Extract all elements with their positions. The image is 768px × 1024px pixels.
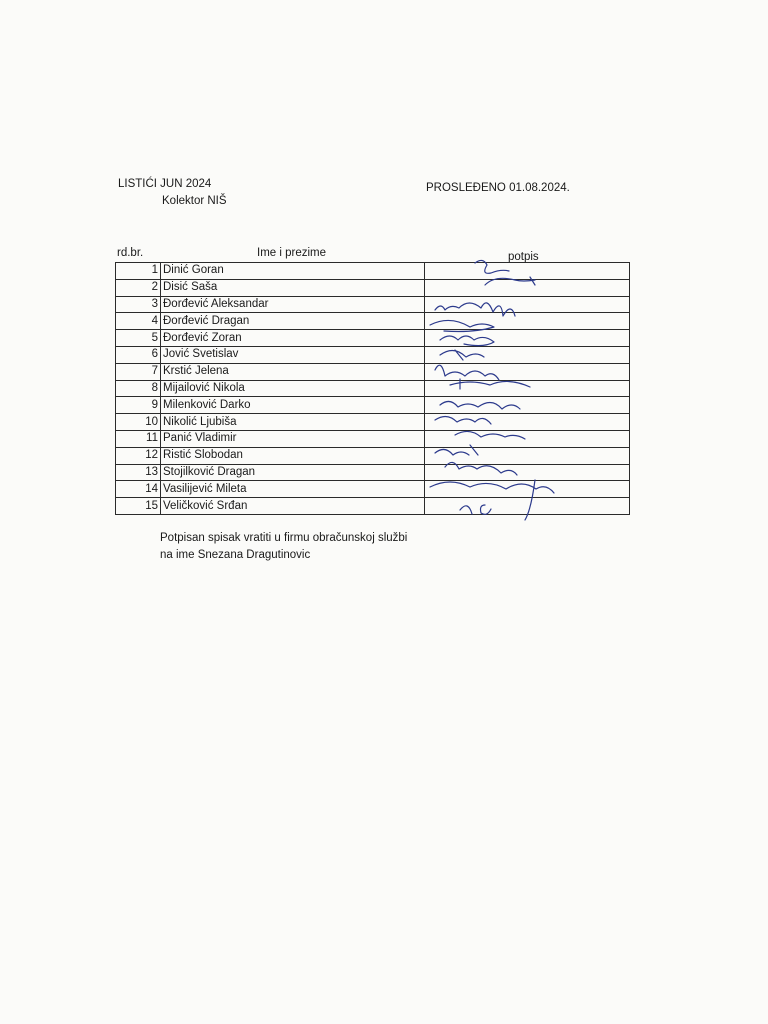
row-number: 8	[116, 380, 161, 397]
handwritten-signatures	[415, 255, 575, 530]
document-title: LISTIĆI JUN 2024	[118, 178, 212, 190]
employee-name: Milenković Darko	[161, 397, 425, 414]
row-number: 2	[116, 279, 161, 296]
employee-name: Krstić Jelena	[161, 363, 425, 380]
document-subtitle: Kolektor NIŠ	[162, 195, 227, 207]
employee-name: Panić Vladimir	[161, 430, 425, 447]
column-header-name: Ime i prezime	[257, 247, 327, 259]
row-number: 10	[116, 414, 161, 431]
row-number: 9	[116, 397, 161, 414]
row-number: 3	[116, 296, 161, 313]
employee-name: Đorđević Zoran	[161, 330, 425, 347]
employee-name: Jović Svetislav	[161, 346, 425, 363]
employee-name: Disić Saša	[161, 279, 425, 296]
row-number: 1	[116, 263, 161, 280]
employee-name: Veličković Srđan	[161, 498, 425, 515]
row-number: 11	[116, 430, 161, 447]
row-number: 7	[116, 363, 161, 380]
row-number: 5	[116, 330, 161, 347]
column-header-number: rd.br.	[117, 247, 144, 259]
column-header-signature: potpis	[508, 251, 539, 263]
row-number: 12	[116, 447, 161, 464]
employee-name: Ristić Slobodan	[161, 447, 425, 464]
return-recipient: na ime Snezana Dragutinovic	[160, 549, 311, 561]
row-number: 6	[116, 346, 161, 363]
employee-name: Đorđević Dragan	[161, 313, 425, 330]
employee-name: Dinić Goran	[161, 263, 425, 280]
row-number: 14	[116, 481, 161, 498]
employee-name: Nikolić Ljubiša	[161, 414, 425, 431]
return-instructions: Potpisan spisak vratiti u firmu obračunskoj službi	[160, 532, 408, 544]
row-number: 13	[116, 464, 161, 481]
row-number: 4	[116, 313, 161, 330]
employee-name: Đorđević Aleksandar	[161, 296, 425, 313]
employee-name: Vasilijević Mileta	[161, 481, 425, 498]
employee-name: Mijailović Nikola	[161, 380, 425, 397]
employee-name: Stojilković Dragan	[161, 464, 425, 481]
forwarded-date: PROSLEĐENO 01.08.2024.	[426, 182, 570, 194]
row-number: 15	[116, 498, 161, 515]
